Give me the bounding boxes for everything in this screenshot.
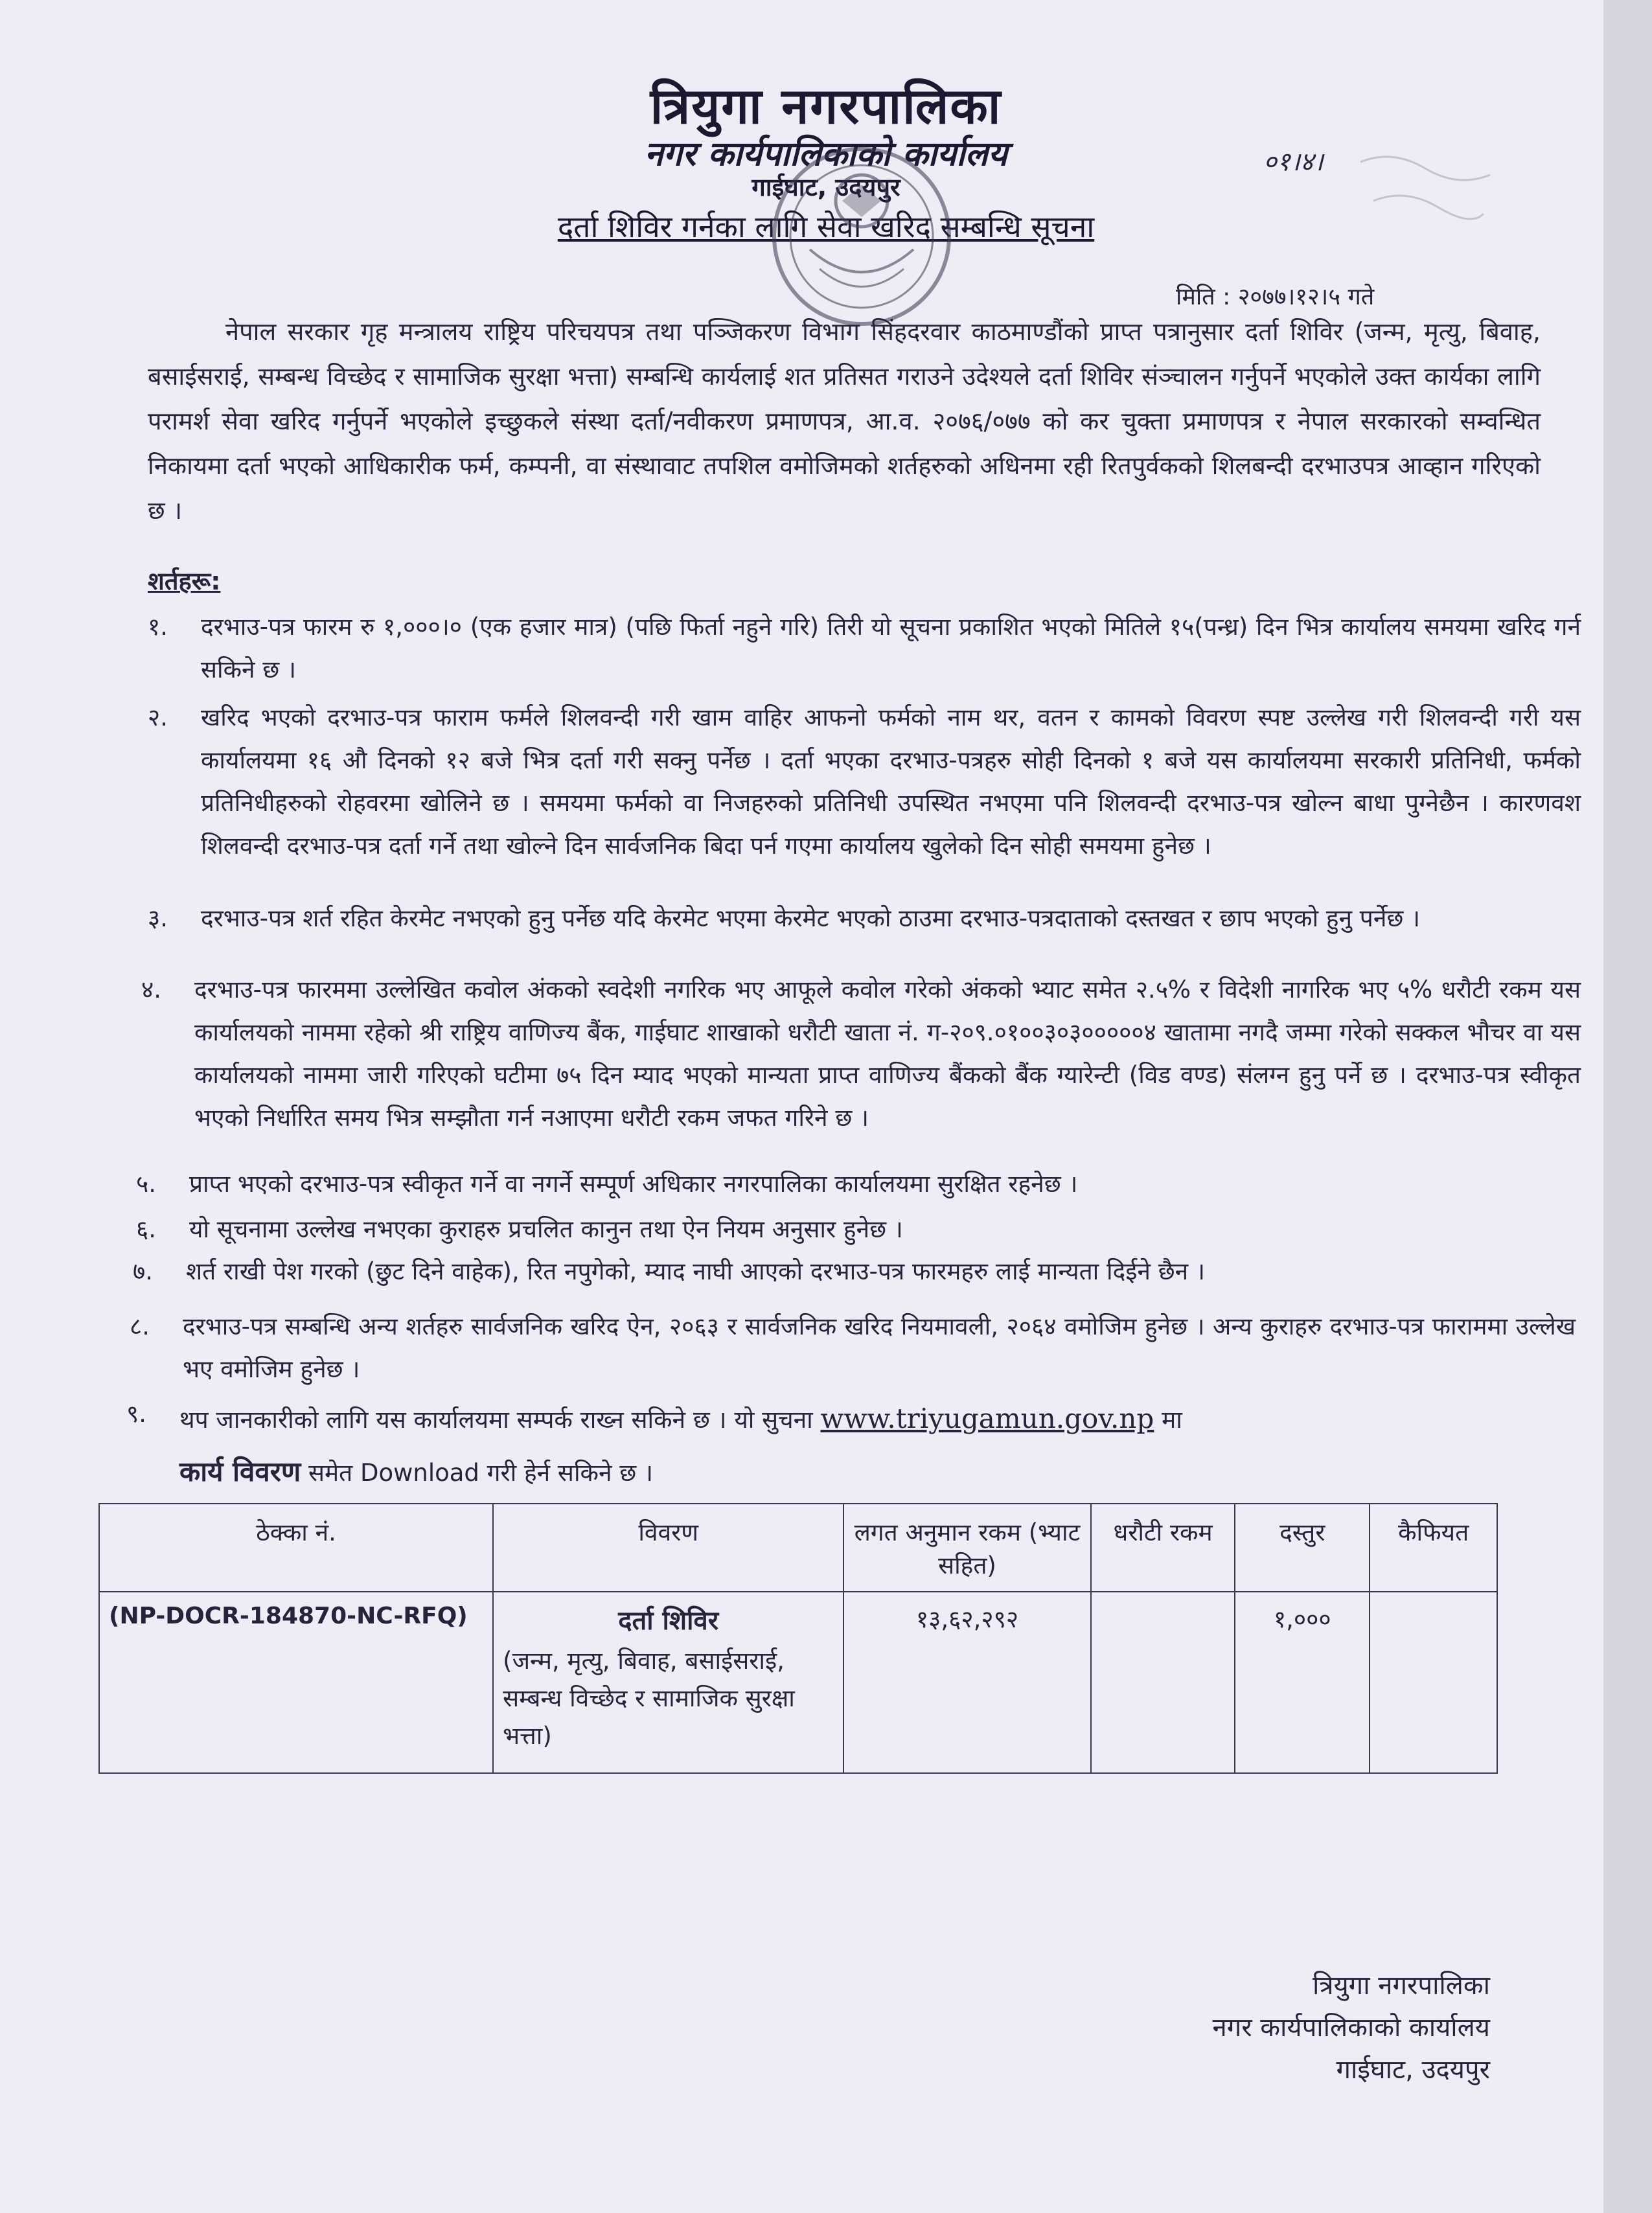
condition-text: दरभाउ-पत्र सम्बन्धि अन्य शर्तहरु सार्वजनिक खरिद ऐन, २०६३ र सार्वजनिक खरिद नियमावली, २०६४ वमोजिम हुनेछ । अन्य कुराहरु दरभाउ-पत्र फाराममा उल्लेख भए वमोजिम हुनेछ ।: [183, 1313, 1576, 1383]
header-fee: दस्तुर: [1235, 1504, 1370, 1592]
cell-remarks: [1370, 1592, 1497, 1773]
signature-office: नगर कार्यपालिकाको कार्यालय: [1212, 2013, 1490, 2043]
faint-handwriting-icon: [1354, 149, 1497, 240]
condition-text-start: थप जानकारीको लागि यस कार्यालयमा सम्पर्क राख्न सकिने छ । यो सुचना: [179, 1406, 813, 1434]
description-title: दर्ता शिविर: [618, 1606, 719, 1636]
condition-number: ३.: [148, 904, 168, 932]
condition-number: ४.: [141, 976, 162, 1003]
org-name: त्रियुगा नगरपालिका: [650, 77, 1002, 135]
body-paragraph: नेपाल सरकार गृह मन्त्रालय राष्ट्रिय परिचयपत्र तथा पञ्जिकरण विभाग सिंहदरवार काठमाण्डौंको प्राप्त पत्रानुसार दर्ता शिविर (जन्म, मृत्यु, बिवाह, बसाईसराई, सम्बन्ध विच्छेद र सामाजिक सुरक्षा भत्ता) सम्बन्धि कार्यलाई शत प्रतिसत गराउने उदेश्यले दर्ता शिविर संञ्चालन गर्नुपर्ने भएकोले उक्त कार्यका लागि परामर्श सेवा खरिद गर्नुपर्ने भएकोले इच्छुकले संस्था दर्ता/नवीकरण प्रमाणपत्र, आ.व. २०७६/०७७ को कर चुक्ता प्रमाणपत्र र नेपाल सरकारको सम्वन्धित निकायमा दर्ता भएको आधिकारीक फर्म, कम्पनी, वा संस्थावाट तपशिल वमोजिमको शर्तहरुको अधिनमा रही रितपुर्वकको शिलबन्दी दरभाउपत्र आव्हान गरिएको छ ।: [148, 317, 1541, 525]
cell-description: [493, 1592, 843, 1773]
condition-number: ७.: [133, 1257, 154, 1285]
condition-text: शर्त राखी पेश गरको (छुट दिने वाहेक), रित नपुगेको, म्याद नाघी आएको दरभाउ-पत्र फारमहरु लाई मान्यता दिईने छैन ।: [186, 1257, 1205, 1285]
condition-text: [179, 1393, 1572, 1499]
office-location: गाईघाट, उदयपुर: [751, 173, 901, 201]
condition-text-mid: मा: [1162, 1406, 1182, 1434]
condition-text: दरभाउ-पत्र फारम रु १,०००।० (एक हजार मात्र) (पछि फिर्ता नहुने गरि) तिरी यो सूचना प्रकाशित भएको मितिले १५(पन्ध्र) दिन भित्र कार्यालय समयमा खरिद गर्न सकिने छ ।: [201, 613, 1581, 683]
signature-location: गाईघाट, उदयपुर: [1336, 2055, 1490, 2085]
page-edge: [1603, 0, 1652, 2213]
condition-number: ८.: [130, 1313, 150, 1340]
condition-text: यो सूचनामा उल्लेख नभएका कुराहरु प्रचलित कानुन तथा ऐन नियम अनुसार हुनेछ ।: [189, 1215, 903, 1243]
table-header-row: [99, 1504, 1497, 1592]
condition-text: प्राप्त भएको दरभाउ-पत्र स्वीकृत गर्ने वा नगर्ने सम्पूर्ण अधिकार नगरपालिका कार्यालयमा सुरक्षित रहनेछ ।: [189, 1170, 1078, 1198]
condition-number: ९.: [126, 1400, 147, 1428]
contract-table: [98, 1503, 1498, 1774]
description-body: (जन्म, मृत्यु, बिवाह, बसाईसराई, सम्बन्ध विच्छेद र सामाजिक सुरक्षा भत्ता): [503, 1647, 795, 1750]
condition-text: खरिद भएको दरभाउ-पत्र फाराम फर्मले शिलवन्दी गरी खाम वाहिर आफनो फर्मको नाम थर, वतन र कामको विवरण स्पष्ट उल्लेख गरी शिलवन्दी गरी यस कार्यालयमा १६ औ दिनको १२ बजे भित्र दर्ता गरी सक्नु पर्नेछ । दर्ता भएका दरभाउ-पत्रहरु सोही दिनको १ बजे यस कार्यालयमा सरकारी प्रतिनिधी, फर्मको प्रतिनिधीहरुको रोहवरमा खोलिने छ । समयमा फर्मको वा निजहरुको प्रतिनिधी उपस्थित नभएमा पनि शिलवन्दी दरभाउ-पत्र खोल्न बाधा पुग्नेछैन । कारणवश शिलवन्दी दरभाउ-पत्र दर्ता गर्ने तथा खोल्ने दिन सार्वजनिक बिदा पर्न गएमा कार्यालय खुलेको दिन सोही समयमा हुनेछ ।: [201, 704, 1581, 860]
cell-contract-no: [99, 1592, 493, 1773]
condition-number: ५.: [136, 1170, 157, 1198]
conditions-heading: शर्तहरू:: [148, 567, 221, 595]
condition-number: १.: [148, 613, 168, 641]
work-description-text: कार्य विवरण: [179, 1456, 301, 1487]
table-row: [99, 1592, 1497, 1773]
handwritten-mark: ०१।४।: [1263, 147, 1324, 177]
cell-fee: १,०००: [1235, 1592, 1370, 1773]
header-contract-no: ठेक्का नं.: [99, 1504, 493, 1592]
notice-date: मिति : २०७७।१२।५ गते: [1176, 284, 1375, 310]
condition-text: दरभाउ-पत्र शर्त रहित केरमेट नभएको हुनु पर्नेछ यदि केरमेट भएमा केरमेट भएको ठाउमा दरभाउ-पत्रदाताको दस्तखत र छाप भएको हुनु पर्नेछ ।: [201, 904, 1421, 932]
office-name: नगर कार्यपालिकाको कार्यालय: [644, 135, 1008, 174]
signature-org: त्रियुगा नगरपालिका: [1313, 1971, 1490, 2001]
contract-number: (NP-DOCR-184870-NC-RFQ): [109, 1603, 468, 1629]
header-remarks: कैफियत: [1370, 1504, 1497, 1592]
condition-number: ६.: [136, 1215, 157, 1243]
notice-title: दर्ता शिविर गर्नका लागि सेवा खरिद सम्बन्धि सूचना: [557, 209, 1095, 244]
header-description: विवरण: [493, 1504, 843, 1592]
condition-number: २.: [148, 704, 168, 731]
header-deposit: धरौटी रकम: [1091, 1504, 1235, 1592]
official-stamp-icon: [764, 139, 959, 334]
condition-text: दरभाउ-पत्र फारममा उल्लेखित कवोल अंकको स्वदेशी नगरिक भए आफूले कवोल गरेको अंकको भ्याट समेत २.५% र विदेशी नागरिक भए ५% धरौटी रकम यस कार्यालयको नाममा रहेको श्री राष्ट्रिय वाणिज्य बैंक, गाईघाट शाखाको धरौटी खाता नं. ग-२०९.०१००३०३०००००४ खातामा नगदै जम्मा गरेको सक्कल भौचर वा यस कार्यालयको नाममा जारी गरिएको घटीमा ७५ दिन म्याद भएको मान्यता प्राप्त वाणिज्य बैंकको बैंक ग्यारेन्टी (विड वण्ड) संलग्न हुनु पर्ने छ । दरभाउ-पत्र स्वीकृत भएको निर्धारित समय भित्र सम्झौता गर्न नआएमा धरौटी रकम जफत गरिने छ ।: [194, 976, 1581, 1132]
cell-estimate: १३,६२,२९२: [843, 1592, 1091, 1773]
website-link[interactable]: www.triyugamun.gov.np: [820, 1403, 1154, 1434]
cell-deposit: [1091, 1592, 1235, 1773]
condition-text-end: समेत Download गरी हेर्न सकिने छ ।: [308, 1459, 653, 1487]
header-estimate: लगत अनुमान रकम (भ्याट सहित): [843, 1504, 1091, 1592]
